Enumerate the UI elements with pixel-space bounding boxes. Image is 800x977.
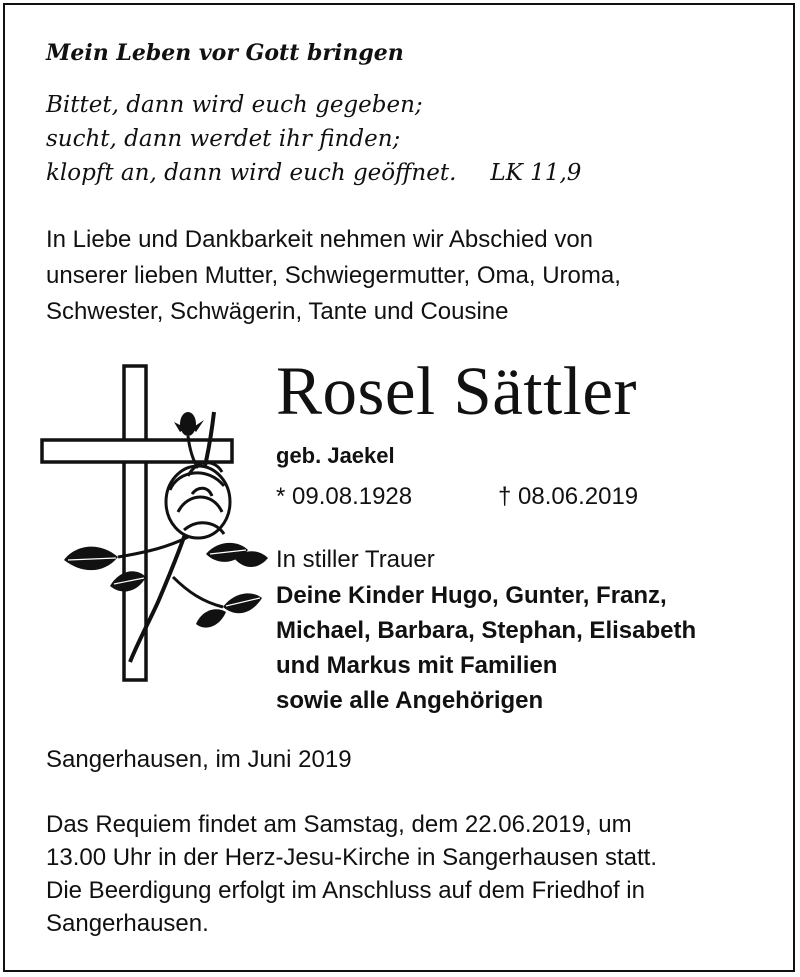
- intro-line: Schwester, Schwägerin, Tante und Cousine: [46, 298, 509, 325]
- notice-line: Das Requiem findet am Samstag, dem 22.06.2019, um: [46, 811, 632, 838]
- birth-name: geb. Jaekel: [276, 443, 395, 468]
- intro-line: unserer lieben Mutter, Schwiegermutter, Oma, Uroma,: [46, 262, 621, 289]
- deceased-name: Rosel Sättler: [276, 353, 638, 429]
- notice-line: 13.00 Uhr in der Herz-Jesu-Kirche in Sangerhausen statt.: [46, 844, 657, 871]
- life-dates: [276, 483, 639, 511]
- bible-verse: [46, 88, 581, 190]
- notice-line: Sangerhausen.: [46, 910, 209, 937]
- mourners-line: sowie alle Angehörigen: [276, 687, 544, 714]
- mourners-line: und Markus mit Familien: [276, 652, 558, 679]
- birth-date: * 09.08.1928: [276, 483, 413, 510]
- notice-line: Die Beerdigung erfolgt im Anschluss auf dem Friedhof in: [46, 877, 645, 904]
- cross-with-rose-icon: [38, 362, 274, 684]
- heading: Mein Leben vor Gott bringen: [46, 40, 404, 66]
- mourners-list: [276, 578, 696, 718]
- mourning-intro: In stiller Trauer: [276, 546, 435, 573]
- place-and-date: Sangerhausen, im Juni 2019: [46, 746, 352, 773]
- mourners-line: Michael, Barbara, Stephan, Elisabeth: [276, 617, 697, 644]
- death-date: † 08.06.2019: [498, 483, 639, 510]
- farewell-intro: [46, 222, 766, 330]
- verse-line: Bittet, dann wird euch gegeben;: [46, 92, 423, 118]
- verse-line: sucht, dann werdet ihr finden;: [46, 126, 401, 152]
- verse-reference: LK 11,9: [490, 160, 582, 186]
- funeral-notice: [46, 808, 657, 940]
- intro-line: In Liebe und Dankbarkeit nehmen wir Abschied von: [46, 226, 594, 253]
- verse-line: [46, 156, 581, 190]
- verse-line-text: klopft an, dann wird euch geöffnet.: [46, 160, 457, 186]
- mourners-line: Deine Kinder Hugo, Gunter, Franz,: [276, 582, 667, 609]
